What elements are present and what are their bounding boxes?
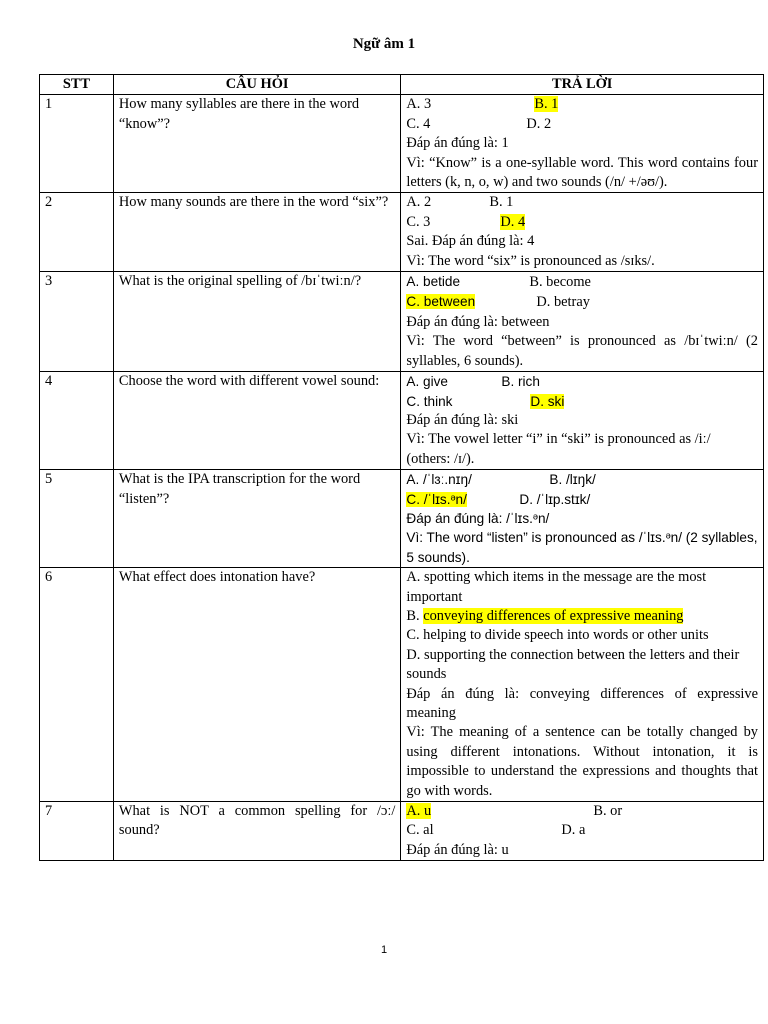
option-d-correct: D. 4 — [500, 213, 526, 230]
option-a: A. betide — [406, 274, 461, 290]
option-d: D. 2 — [526, 115, 552, 132]
correct-answer: Sai. Đáp án đúng là: 4 — [406, 233, 535, 250]
correct-answer: Đáp án đúng là: ski — [406, 411, 519, 428]
row-number: 4 — [40, 372, 114, 470]
correct-answer: Đáp án đúng là: 1 — [406, 135, 509, 152]
explanation: Vì: The word “between” is pronounced as /bɪˈtwiːn/ (2 syllables, 6 sounds). — [406, 333, 758, 369]
option-a-correct: A. u — [406, 803, 432, 820]
page-title: Ngữ âm 1 — [352, 36, 416, 52]
option-c: C. think — [406, 393, 453, 409]
row-number: 5 — [40, 470, 114, 568]
row-number: 6 — [40, 568, 114, 802]
column-header-answer: TRẢ LỜI — [401, 75, 764, 95]
option-b: B. or — [593, 803, 623, 820]
correct-answer: Đáp án đúng là: between — [406, 313, 550, 330]
question-cell — [113, 470, 400, 568]
option-a: A. 2 — [406, 194, 432, 211]
question-text: What effect does intonation have? — [118, 569, 316, 586]
question-cell — [113, 272, 400, 372]
answer-cell — [401, 272, 764, 372]
table-row — [40, 802, 764, 861]
answer-cell — [401, 568, 764, 802]
options-line — [406, 115, 758, 134]
explanation: Vì: The word “six” is pronounced as /sɪks/. — [406, 252, 655, 269]
option-a: A. spotting which items in the message are the most important — [406, 569, 707, 605]
answer-cell — [401, 193, 764, 272]
question-cell — [113, 372, 400, 470]
option-c: C. 4 — [406, 115, 431, 132]
option-b: B. become — [529, 274, 591, 291]
option-b: B. rich — [501, 374, 540, 390]
options-line — [406, 272, 758, 292]
answer-cell — [401, 802, 764, 861]
page-number: 1 — [380, 944, 388, 956]
option-c: C. al — [406, 822, 434, 839]
option-b-correct: conveying differences of expressive meaning — [423, 607, 684, 624]
option-c-correct: C. between — [406, 294, 476, 310]
option-a: A. give — [406, 374, 448, 390]
table-row — [40, 372, 764, 470]
option-a: A. /ˈlɜː.nɪŋ/ — [406, 472, 472, 488]
options-line — [406, 213, 758, 232]
answer-cell — [401, 95, 764, 193]
options-line — [406, 392, 758, 411]
explanation: Vì: “Know” is a one-syllable word. This word contains four letters (k, n, o, w) and two sounds (/n/ +/əʊ/). — [406, 154, 758, 191]
question-text: How many sounds are there in the word “six”? — [118, 194, 389, 211]
row-number: 3 — [40, 272, 114, 372]
option-c: C. 3 — [406, 213, 431, 230]
question-cell — [113, 568, 400, 802]
correct-answer: Đáp án đúng là: u — [406, 841, 509, 858]
options-line — [406, 292, 758, 312]
options-line — [406, 802, 758, 821]
question-text: Choose the word with different vowel sound: — [118, 373, 380, 390]
option-a: A. 3 — [406, 96, 432, 113]
options-line — [406, 490, 758, 509]
option-d: D. a — [561, 822, 586, 839]
question-text: How many syllables are there in the word “know”? — [118, 96, 360, 132]
correct-answer: Đáp án đúng là: conveying differences of expressive meaning — [406, 685, 758, 721]
table-row — [40, 568, 764, 802]
option-c-correct: C. /ˈlɪs.ᵊn/ — [406, 491, 467, 507]
option-d: D. betray — [536, 294, 590, 311]
correct-answer: Đáp án đúng là: /ˈlɪs.ᵊn/ — [406, 510, 550, 526]
explanation: Vì: The vowel letter “i” in “ski” is pronounced as /iː/ (others: /ɪ/). — [406, 431, 711, 467]
option-d-correct: D. ski — [530, 393, 565, 409]
row-number: 1 — [40, 95, 114, 193]
table-row — [40, 272, 764, 372]
table-header-row — [40, 75, 764, 95]
options-line — [406, 95, 758, 114]
option-b-correct: B. 1 — [534, 96, 559, 113]
explanation: Vì: The meaning of a sentence can be totally changed by using different intonations. Without intonation, it is impossible to understand the expressions and thoughts that go with words. — [406, 724, 758, 799]
question-cell — [113, 802, 400, 861]
column-header-stt: STT — [40, 75, 114, 95]
answer-cell — [401, 372, 764, 470]
question-cell — [113, 95, 400, 193]
option-b: B. /lɪŋk/ — [549, 472, 596, 488]
option-b: B. 1 — [489, 194, 514, 211]
table-row — [40, 193, 764, 272]
row-number: 2 — [40, 193, 114, 272]
option-d: D. /ˈlɪp.stɪk/ — [519, 491, 591, 507]
options-line — [406, 193, 758, 212]
table-row — [40, 470, 764, 568]
question-text: What is NOT a common spelling for /ɔː/ sound? — [118, 803, 396, 839]
option-c: C. helping to divide speech into words or other units — [406, 627, 709, 644]
explanation: Vì: The word “listen” is pronounced as /ˈlɪs.ᵊn/ (2 syllables, 5 sounds). — [406, 530, 758, 565]
column-header-question: CÂU HỎI — [113, 75, 400, 95]
option-b-prefix: B. — [406, 607, 424, 624]
qa-table — [39, 74, 764, 861]
question-text: What is the IPA transcription for the word “listen”? — [118, 471, 361, 507]
table-row — [40, 95, 764, 193]
options-line — [406, 470, 758, 489]
question-cell — [113, 193, 400, 272]
question-text: What is the original spelling of /bɪˈtwiːn/? — [118, 273, 362, 290]
options-line — [406, 372, 758, 391]
row-number: 7 — [40, 802, 114, 861]
option-d: D. supporting the connection between the letters and their sounds — [406, 646, 740, 683]
options-line — [406, 821, 758, 840]
answer-cell — [401, 470, 764, 568]
option-b-line — [406, 607, 758, 626]
